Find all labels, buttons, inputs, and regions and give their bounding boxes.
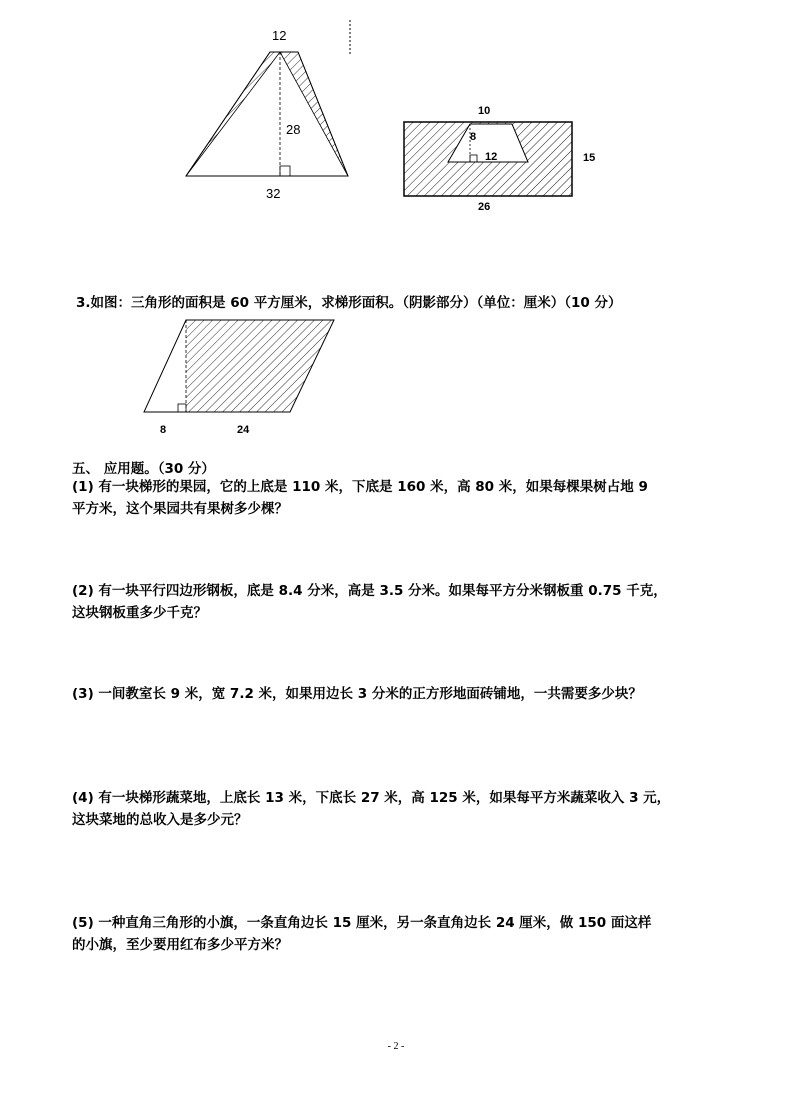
page-number: - 2 - bbox=[387, 1041, 405, 1052]
problem-5 bbox=[72, 912, 651, 956]
fig1-height-label: 28 bbox=[286, 122, 301, 137]
problem-2-line-1: (2) 有一块平行四边形钢板，底是 8.4 分米，高是 3.5 分米。如果每平方分米钢板重 0.75 千克， bbox=[72, 583, 667, 599]
fig2-rect-width-label: 26 bbox=[478, 201, 491, 213]
problem-4-line-2: 这块菜地的总收入是多少元？ bbox=[72, 812, 248, 828]
problem-2 bbox=[72, 580, 667, 624]
fig2-trap-top-label: 10 bbox=[478, 105, 491, 117]
trapezoid-triangles-figure bbox=[180, 44, 355, 184]
problem-5-line-2: 的小旗，至少要用红布多少平方米？ bbox=[72, 937, 288, 953]
problem-2-line-2: 这块钢板重多少千克？ bbox=[72, 605, 207, 621]
parallelogram-figure bbox=[140, 316, 340, 418]
dashed-mark bbox=[348, 20, 352, 56]
problem-3 bbox=[72, 683, 642, 705]
fig2-trap-height-label: 8 bbox=[470, 131, 477, 143]
problem-3-line-1: (3) 一间教室长 9 米，宽 7.2 米，如果用边长 3 分米的正方形地面砖铺地，一共需要多少块？ bbox=[72, 686, 642, 702]
section-5-title: 五、 应用题。（30 分） bbox=[72, 461, 215, 477]
question-3-text: 3.如图：三角形的面积是 60 平方厘米，求梯形面积。（阴影部分）（单位：厘米）（10 分） bbox=[76, 295, 622, 311]
problem-4-line-1: (4) 有一块梯形蔬菜地，上底长 13 米，下底长 27 米，高 125 米，如果每平方米蔬菜收入 3 元， bbox=[72, 790, 671, 806]
fig3-left-seg-label: 8 bbox=[160, 424, 167, 436]
fig3-right-seg-label: 24 bbox=[237, 424, 250, 436]
problem-1-line-1: (1) 有一块梯形的果园，它的上底是 110 米，下底是 160 米，高 80 米，如果每棵果树占地 9 bbox=[72, 479, 648, 495]
fig2-rect-height-label: 15 bbox=[583, 152, 596, 164]
fig1-top-label: 12 bbox=[272, 28, 287, 43]
fig1-base-label: 32 bbox=[266, 186, 281, 201]
fig2-trap-bottom-label: 12 bbox=[485, 151, 498, 163]
problem-4 bbox=[72, 787, 670, 831]
problem-1 bbox=[72, 476, 648, 520]
problem-1-line-2: 平方米，这个果园共有果树多少棵？ bbox=[72, 501, 288, 517]
problem-5-line-1: (5) 一种直角三角形的小旗，一条直角边长 15 厘米，另一条直角边长 24 厘米，做 150 面这样 bbox=[72, 915, 652, 931]
